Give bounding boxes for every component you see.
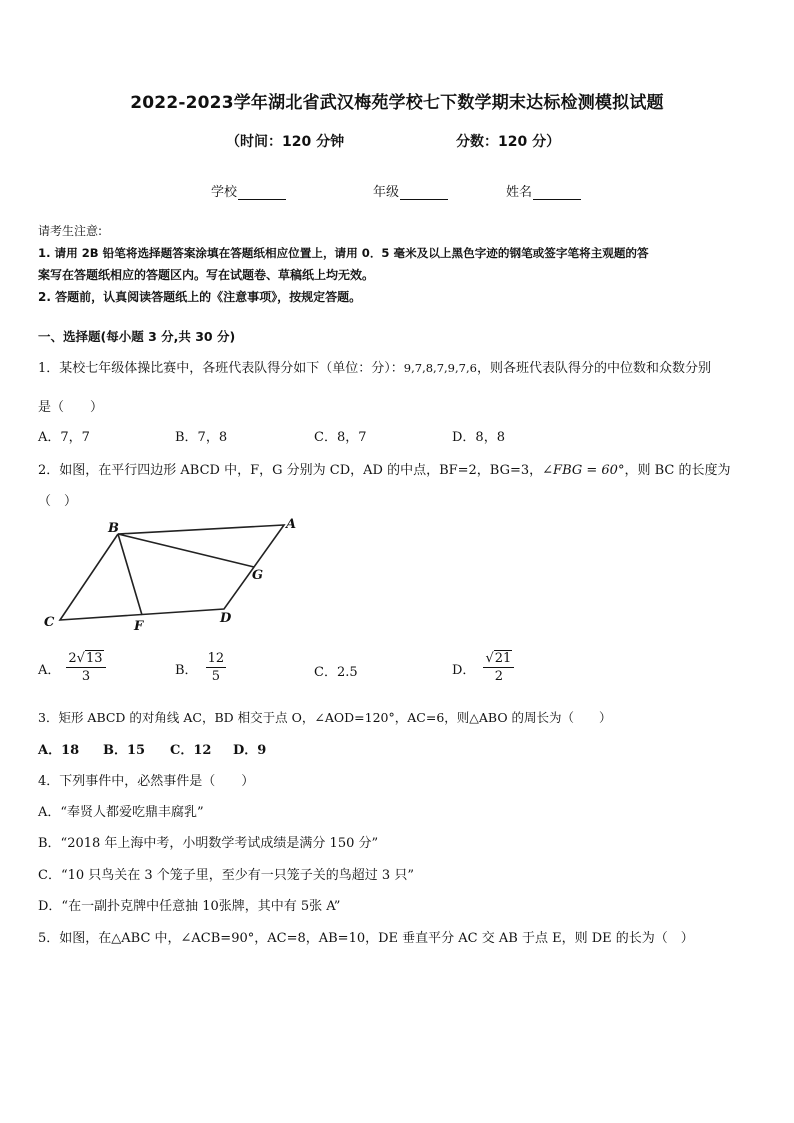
vertex-c-label: C (44, 615, 55, 630)
q2-stem-b: ，则 BC 的长度为 (624, 463, 731, 478)
q3-option-b[interactable]: B．15 (103, 743, 146, 758)
q2-option-a-denominator: 3 (81, 669, 91, 684)
q4-option-b[interactable]: B．“2018 年上海中考，小明数学考试成绩是满分 150 分” (38, 836, 379, 851)
notice-heading: 请考生注意: (38, 224, 103, 238)
q1-data: 9,7,8,7,9,7,6 (403, 361, 477, 375)
q1-stem-b: ，则各班代表队得分的中位数和众数分别 (476, 361, 711, 376)
q2-option-a[interactable] (38, 651, 106, 685)
q2-angle: ∠FBG = 60° (542, 463, 625, 478)
notice-item1-line1: 1. 请用 2B 铅笔将选择题答案涂填在答题纸相应位置上，请用 0．5 毫米及以上黑色字迹的钢笔或签字笔将主观题的答 (38, 246, 649, 260)
q5-stem: 5．如图，在△ABC 中，∠ACB=90°，AC=8，AB=10，DE 垂直平分 AC 交 AB 于点 E，则 DE 的长为（ ） (38, 931, 694, 946)
q3-option-a[interactable]: A．18 (38, 743, 80, 758)
q1-option-c[interactable]: C．8，7 (314, 430, 367, 445)
q2-stem (38, 459, 730, 478)
exam-time: （时间：120 分钟 (226, 134, 345, 150)
school-blank[interactable] (238, 185, 286, 200)
q1-option-a[interactable]: A．7，7 (38, 430, 90, 445)
name-field[interactable] (506, 181, 581, 200)
name-blank[interactable] (533, 185, 581, 200)
q1-option-b[interactable]: B．7，8 (175, 430, 228, 445)
segment-bg (118, 534, 254, 567)
q2-option-b-label: B． (175, 662, 198, 678)
q4-option-a[interactable]: A．“奉贤人都爱吃鼎丰腐乳” (38, 805, 204, 820)
q2-option-c[interactable]: C．2.5 (314, 665, 358, 680)
school-field[interactable] (211, 181, 286, 200)
q2-option-d[interactable] (452, 651, 514, 685)
q1-stem (38, 357, 711, 376)
notice-item2: 2. 答题前，认真阅读答题纸上的《注意事项》，按规定答题。 (38, 290, 362, 304)
segment-bf (118, 534, 142, 615)
q2-option-d-radicand: 21 (494, 651, 512, 666)
point-f-label: F (134, 619, 144, 634)
q2-option-b-fraction (206, 651, 227, 685)
notice-item1-line2: 案写在答题纸相应的答题区内。写在试题卷、草稿纸上均无效。 (38, 268, 375, 282)
parallelogram-abcd (60, 525, 284, 620)
q2-option-a-coef: 2 (68, 651, 77, 666)
q4-option-c[interactable]: C．“10 只鸟关在 3 个笼子里，至少有一只笼子关的鸟超过 3 只” (38, 868, 414, 883)
name-label: 姓名 (506, 185, 533, 200)
q2-option-b-denominator: 5 (211, 669, 220, 684)
vertex-b-label: B (108, 521, 119, 536)
grade-field[interactable] (373, 181, 448, 200)
q2-option-a-fraction: $\frac{2√13}{3}$ (66, 651, 105, 685)
q1-stem-a: 1．某校七年级体操比赛中，各班代表队得分如下（单位：分）： (38, 361, 404, 376)
q2-option-a-radicand: 13 (85, 651, 103, 666)
exam-score: 分数：120 分） (456, 134, 561, 150)
grade-blank[interactable] (400, 185, 448, 200)
q2-option-b[interactable] (175, 651, 226, 685)
q2-stem-c: （ ） (38, 494, 78, 509)
q2-option-d-fraction: $\frac{√21}{2}$ (483, 651, 514, 685)
q2-option-a-label: A． (38, 662, 61, 678)
q2-option-d-denominator: 2 (494, 669, 503, 684)
q2-stem-a: 2．如图，在平行四边形 ABCD 中，F，G 分别为 CD，AD 的中点，BF=2，BG=3， (38, 463, 543, 478)
q2-option-b-numerator: 12 (207, 651, 225, 666)
q1-stem-c: 是（ ） (38, 400, 104, 415)
point-g-label: G (252, 568, 264, 583)
q3-stem: 3．矩形 ABCD 的对角线 AC，BD 相交于点 O，∠AOD=120°，AC=6，则△ABO 的周长为（ ） (38, 710, 612, 725)
school-label: 学校 (211, 185, 238, 200)
section-heading: 一、选择题(每小题 3 分,共 30 分) (38, 329, 236, 344)
q4-option-d[interactable]: D．“在一副扑克牌中任意抽 10张牌，其中有 5张 A” (38, 899, 341, 914)
grade-label: 年级 (373, 185, 400, 200)
q4-stem: 4．下列事件中，必然事件是（ ） (38, 774, 255, 789)
q3-option-d[interactable]: D．9 (233, 743, 267, 758)
q2-option-d-label: D． (452, 662, 476, 678)
vertex-d-label: D (220, 611, 232, 626)
page-title: 2022-2023学年湖北省武汉梅苑学校七下数学期末达标检测模拟试题 (130, 93, 664, 113)
q3-option-c[interactable]: C．12 (170, 743, 212, 758)
q1-option-d[interactable]: D．8，8 (452, 430, 505, 445)
vertex-a-label: A (286, 517, 297, 532)
q2-parallelogram-figure (38, 512, 308, 637)
